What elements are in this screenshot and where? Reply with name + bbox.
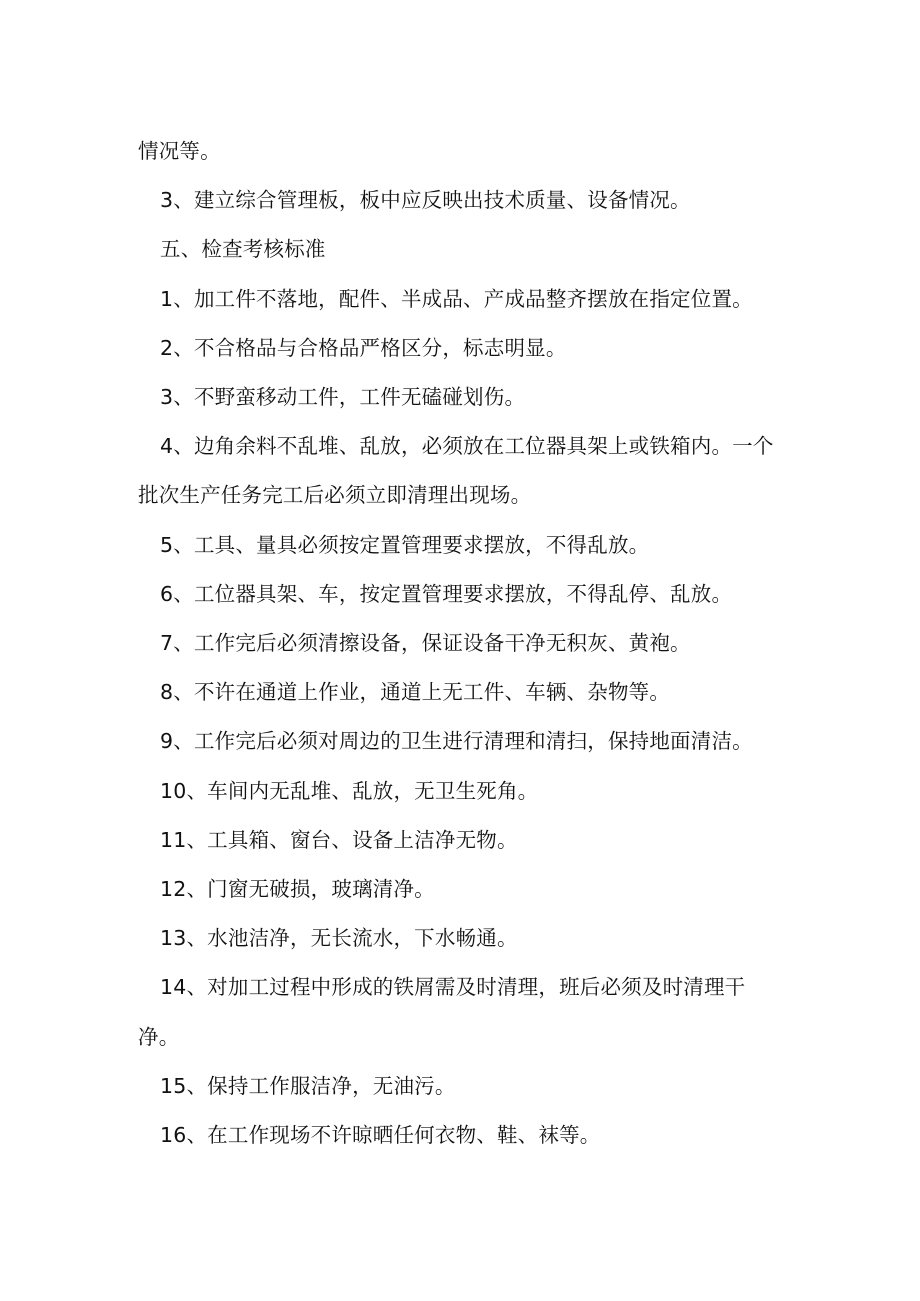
list-item-7: 7、工作完后必须清擦设备，保证设备干净无积灰、黄袍。 xyxy=(160,631,691,656)
list-item-12: 12、门窗无破损，玻璃清净。 xyxy=(160,877,435,902)
paragraph-3-management-board: 3、建立综合管理板，板中应反映出技术质量、设备情况。 xyxy=(160,188,691,213)
list-item-11: 11、工具箱、窗台、设备上洁净无物。 xyxy=(160,827,518,852)
list-item-8: 8、不许在通道上作业，通道上无工件、车辆、杂物等。 xyxy=(160,680,671,705)
list-item-4: 4、边角余料不乱堆、乱放，必须放在工位器具架上或铁箱内。一个批次生产任务完工后必须立即清理出现场。 xyxy=(138,434,774,508)
list-item-1: 1、加工件不落地，配件、半成品、产成品整齐摆放在指定位置。 xyxy=(160,286,753,311)
list-item-3: 3、不野蛮移动工件，工件无磕碰划伤。 xyxy=(160,385,526,410)
list-item-16: 16、在工作现场不许晾晒任何衣物、鞋、袜等。 xyxy=(160,1123,601,1148)
list-item-5: 5、工具、量具必须按定置管理要求摆放，不得乱放。 xyxy=(160,532,650,557)
list-item-15: 15、保持工作服洁净，无油污。 xyxy=(160,1073,456,1098)
list-item-13: 13、水池洁净，无长流水，下水畅通。 xyxy=(160,926,518,951)
document-body xyxy=(138,127,778,1160)
list-item-6: 6、工位器具架、车，按定置管理要求摆放，不得乱停、乱放。 xyxy=(160,581,733,606)
list-item-2: 2、不合格品与合格品严格区分，标志明显。 xyxy=(160,335,567,360)
list-item-9: 9、工作完后必须对周边的卫生进行清理和清扫，保持地面清洁。 xyxy=(160,729,753,754)
section-heading-inspection-standards: 五、检查考核标准 xyxy=(160,237,326,262)
list-item-10: 10、车间内无乱堆、乱放，无卫生死角。 xyxy=(160,778,539,803)
paragraph-continuation: 情况等。 xyxy=(138,139,221,163)
list-item-14: 14、对加工过程中形成的铁屑需及时清理，班后必须及时清理干净。 xyxy=(138,975,746,1049)
